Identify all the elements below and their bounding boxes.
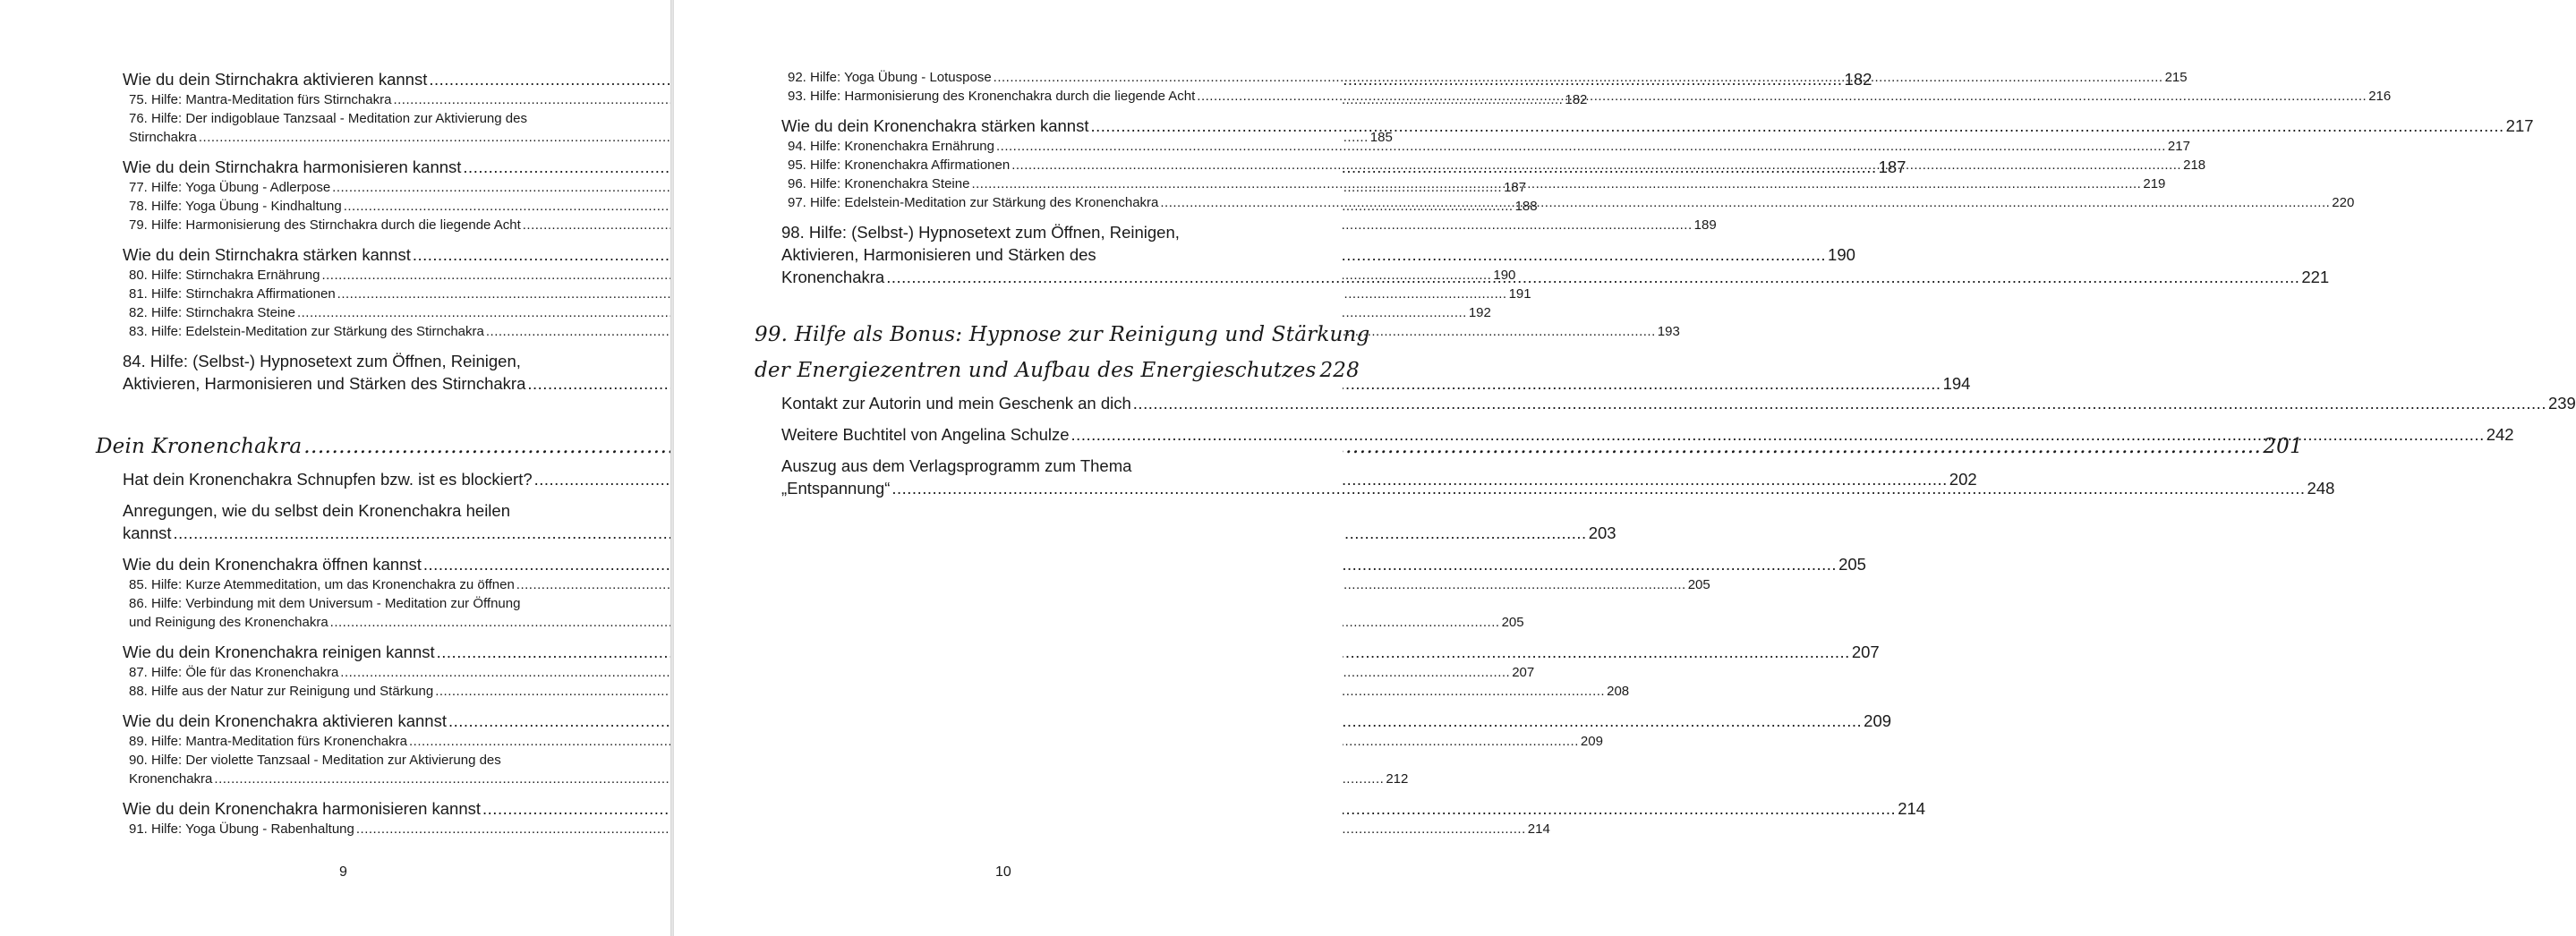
toc-entry-title: Kontakt zur Autorin und mein Geschenk an dich: [781, 394, 1131, 413]
toc-entry-row: [123, 797, 1926, 820]
toc-entry-line: Auszug aus dem Verlagsprogramm zum Thema: [781, 456, 1132, 475]
toc-entry-title: 95. Hilfe: Kronenchakra Affirmationen: [788, 157, 1011, 173]
toc-subsection: [123, 682, 1630, 701]
toc-entry-title: 83. Hilfe: Edelstein-Meditation zur Stärkung des Stirnchakra: [129, 324, 484, 339]
toc-page-number: 205: [1838, 555, 1866, 574]
toc-entry-title: kannst: [123, 523, 172, 542]
dot-leader: [996, 137, 2166, 156]
toc-entry-title: 77. Hilfe: Yoga Übung - Adlerpose: [129, 180, 331, 195]
toc-page-number: 248: [2307, 479, 2335, 498]
toc-entry-line: 90. Hilfe: Der violette Tanzsaal - Meditation zur Aktivierung des: [129, 753, 501, 768]
toc-subsection: [123, 751, 1409, 788]
toc-entry-row: [129, 732, 1603, 751]
toc-entry-row: [129, 820, 1550, 838]
toc-page-number: 203: [1588, 523, 1616, 542]
toc-entry-row: [123, 372, 1971, 395]
toc-entry-title: Wie du dein Kronenchakra stärken kannst: [781, 116, 1089, 135]
dot-leader: [1071, 423, 2485, 446]
toc-entry-title: 88. Hilfe aus der Natur zur Reinigung und Stärkung: [129, 684, 434, 699]
toc-entry-title: Wie du dein Kronenchakra öffnen kannst: [123, 555, 422, 574]
toc-entry-title: „Entspannung“: [781, 479, 891, 498]
toc-page-number: 187: [1878, 157, 1906, 176]
toc-entry-line: Aktivieren, Harmonisieren und Stärken des: [781, 245, 1096, 264]
toc-entry-row: [781, 423, 2514, 446]
toc-entry-row: [123, 553, 1866, 575]
toc-entry-title: Kronenchakra: [781, 268, 885, 286]
toc-subsection: [123, 663, 1535, 682]
toc-entry-title: der Energiezentren und Aufbau des Energieschutzes: [755, 359, 1317, 382]
toc-section: [781, 392, 2576, 414]
toc-entry-title: Wie du dein Stirnchakra stärken kannst: [123, 245, 411, 264]
toc-entry-title: Wie du dein Kronenchakra aktivieren kannst: [123, 711, 447, 730]
toc-chapter: [755, 317, 1370, 388]
toc-entry-row: [781, 392, 2576, 414]
toc-page-number: 193: [1657, 324, 1680, 339]
toc-page-number: 189: [1693, 217, 1717, 233]
dot-leader: [1197, 87, 2367, 106]
toc-entry-title: Wie du dein Kronenchakra reinigen kannst: [123, 642, 435, 661]
toc-section: [123, 499, 1616, 544]
toc-entry-row: [781, 115, 2534, 137]
toc-entry-title: 75. Hilfe: Mantra-Meditation fürs Stirnchakra: [129, 92, 392, 107]
toc-section: [123, 641, 1880, 663]
toc-entry-row: [129, 770, 1409, 788]
toc-entry-row: [129, 613, 1524, 632]
toc-entry-title: und Reinigung des Kronenchakra: [129, 615, 328, 630]
toc-entry-title: 80. Hilfe: Stirnchakra Ernährung: [129, 268, 320, 283]
toc-entry-title: 81. Hilfe: Stirnchakra Affirmationen: [129, 286, 336, 302]
toc-entry-title: 87. Hilfe: Öle für das Kronenchakra: [129, 665, 339, 680]
toc-entry-row: [129, 303, 1491, 322]
toc-entry-title: 79. Hilfe: Harmonisierung des Stirnchakra durch die liegende Acht: [129, 217, 521, 233]
toc-entry-row: [123, 641, 1880, 663]
toc-entry-title: Stirnchakra: [129, 130, 197, 145]
toc-page-number: 208: [1607, 684, 1630, 699]
toc-page-number: 217: [2167, 139, 2190, 154]
toc-page-number: 182: [1844, 70, 1872, 89]
toc-entry-row: [123, 522, 1616, 544]
dot-leader: [1133, 392, 2546, 414]
toc-section: [123, 797, 1926, 820]
toc-page-number: 194: [1942, 374, 1971, 393]
toc-entry-row: [129, 682, 1630, 701]
page-number: 9: [339, 864, 347, 880]
dot-leader: [1011, 156, 2181, 174]
toc-entry-row: [129, 285, 1531, 303]
dot-leader: [1160, 193, 2330, 212]
toc-entry-title: 92. Hilfe: Yoga Übung - Lotuspose: [788, 70, 992, 85]
toc-subsection: [123, 303, 1491, 322]
toc-page-number: 219: [2143, 176, 2166, 191]
toc-page-number: 191: [1508, 286, 1531, 302]
toc-page-number: 207: [1851, 642, 1880, 661]
toc-subsection: [123, 575, 1710, 594]
toc-subsection: [123, 594, 1524, 632]
toc-page-number: 239: [2547, 394, 2576, 413]
toc-subsection: [123, 820, 1550, 838]
page-number: 10: [995, 864, 1011, 880]
toc-entry-title: 97. Hilfe: Edelstein-Meditation zur Stärkung des Kronenchakra: [788, 195, 1159, 210]
toc-entry-title: 89. Hilfe: Mantra-Meditation fürs Kronenchakra: [129, 734, 407, 749]
toc-subsection: [123, 285, 1531, 303]
toc-subsection: [123, 732, 1603, 751]
toc-page-number: 215: [2164, 70, 2188, 85]
toc-section: [781, 115, 2534, 137]
toc-entry-title: Kronenchakra: [129, 771, 213, 787]
toc-entry-line: 84. Hilfe: (Selbst-) Hypnosetext zum Öffnen, Reinigen,: [123, 352, 521, 370]
toc-page-number: 190: [1493, 268, 1516, 283]
toc-page-number: 228: [1319, 359, 1360, 382]
toc-page-number: 201: [2263, 435, 2303, 458]
toc-entry-title: 93. Hilfe: Harmonisierung des Kronenchakra durch die liegende Acht: [788, 89, 1196, 104]
dot-leader: [994, 68, 2163, 87]
toc-page-number: 188: [1514, 199, 1538, 214]
toc-section: [123, 710, 1892, 732]
toc-entry-line: 86. Hilfe: Verbindung mit dem Universum - Meditation zur Öffnung: [129, 596, 521, 611]
toc-page-number: 187: [1504, 180, 1527, 195]
toc-entry-title: Hat dein Kronenchakra Schnupfen bzw. ist es blockiert?: [123, 470, 533, 489]
toc-page-number: 207: [1512, 665, 1535, 680]
toc-page-number: 205: [1501, 615, 1524, 630]
toc-page-number: 218: [2183, 157, 2206, 173]
toc-entry-title: Wie du dein Stirnchakra harmonisieren kannst: [123, 157, 462, 176]
toc-entry-title: 91. Hilfe: Yoga Übung - Rabenhaltung: [129, 821, 354, 837]
toc-entry-title: Dein Kronenchakra: [96, 435, 303, 458]
dot-leader: [971, 174, 2141, 193]
toc-page-number: 182: [1565, 92, 1588, 107]
toc-entry-line: 76. Hilfe: Der indigoblaue Tanzsaal - Meditation zur Aktivierung des: [129, 111, 527, 126]
toc-page-number: 217: [2505, 116, 2534, 135]
toc-entry-title: 96. Hilfe: Kronenchakra Steine: [788, 176, 970, 191]
toc-entry-row: [123, 710, 1892, 732]
toc-page-number: 214: [1527, 821, 1550, 837]
toc-entry-title: 82. Hilfe: Stirnchakra Steine: [129, 305, 295, 320]
toc-entry-title: 78. Hilfe: Yoga Übung - Kindhaltung: [129, 199, 342, 214]
toc-page-number: 214: [1898, 799, 1926, 818]
toc-page-number: 202: [1949, 470, 1977, 489]
toc-page-number: 212: [1386, 771, 1409, 787]
dot-leader: [1090, 115, 2503, 137]
toc-page-number: 190: [1828, 245, 1855, 264]
toc-page-number: 209: [1864, 711, 1892, 730]
toc-entry-line: 99. Hilfe als Bonus: Hypnose zur Reinigung und Stärkung: [755, 323, 1370, 346]
toc-entry-row: [129, 575, 1710, 594]
toc-page-number: 185: [1369, 130, 1393, 145]
dot-leader: [886, 266, 2299, 288]
dot-leader: [891, 477, 2305, 499]
toc-entry-title: Aktivieren, Harmonisieren und Stärken des Stirnchakra: [123, 374, 526, 393]
toc-page-number: 220: [2332, 195, 2355, 210]
toc-page-number: 216: [2368, 89, 2392, 104]
toc-entry-line: 98. Hilfe: (Selbst-) Hypnosetext zum Öffnen, Reinigen,: [781, 223, 1180, 242]
toc-page-number: 209: [1580, 734, 1603, 749]
toc-page-number: 205: [1687, 577, 1710, 592]
toc-entry-title: Wie du dein Stirnchakra aktivieren kannst: [123, 70, 428, 89]
toc-entry-line: Anregungen, wie du selbst dein Kronenchakra heilen: [123, 501, 510, 520]
toc-entry-title: Weitere Buchtitel von Angelina Schulze: [781, 425, 1070, 444]
toc-section: [781, 423, 2514, 446]
toc-section: [123, 553, 1866, 575]
toc-entry-row: [755, 353, 1360, 388]
toc-entry-row: [129, 663, 1535, 682]
toc-entry-title: Wie du dein Kronenchakra harmonisieren kannst: [123, 799, 482, 818]
toc-entry-title: 94. Hilfe: Kronenchakra Ernährung: [788, 139, 994, 154]
toc-page-number: 242: [2486, 425, 2514, 444]
toc-entry-title: 85. Hilfe: Kurze Atemmeditation, um das Kronenchakra zu öffnen: [129, 577, 515, 592]
toc-page-number: 221: [2301, 268, 2330, 286]
toc-page-number: 192: [1468, 305, 1491, 320]
